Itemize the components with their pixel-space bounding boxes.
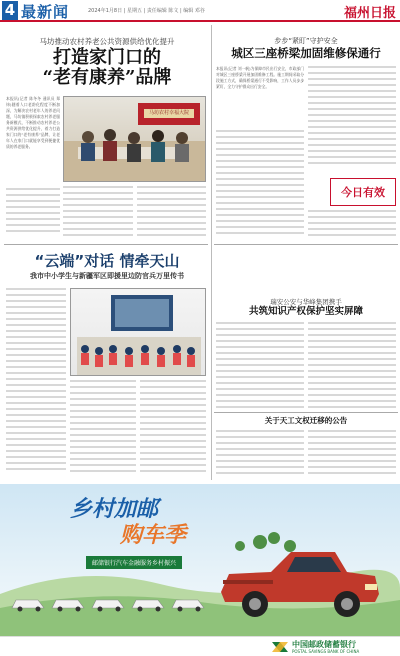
bank-name-en: POSTAL SAVINGS BANK OF CHINA: [292, 649, 360, 654]
right-divider: [214, 244, 398, 245]
middle-right-kicker: 瑞安公安与华峰集团携手: [270, 298, 342, 306]
middle-left-body-col2: [70, 380, 136, 476]
video-call-classroom-scene: [71, 289, 206, 376]
notice-body-col2: [308, 430, 396, 476]
right-article-body-col3: [308, 210, 396, 240]
right-article-body-col1: [216, 130, 304, 240]
small-car-row: [8, 592, 208, 614]
left-article-body-col2: [63, 186, 133, 240]
bank-name: 中国邮政储蓄银行: [292, 640, 356, 649]
bank-logo-icon: [272, 640, 288, 654]
right-article-headline: 城区三座桥梁加固维修保通行: [231, 46, 381, 60]
middle-right-body-col1: [216, 322, 304, 410]
left-article-headline-1: 打造家门口的: [53, 47, 161, 68]
left-article-lead: 本报讯(记者 陈冬冬 通讯员 郑炜)随着人口老龄化程度不断加深，为解决农村老年人的养老问题，马坊镇积极探索农村养老服务新模式，不断推动农村养老公共资源供给优化提升，着力打造家门口的“老有康养”品牌，让老年人在家门口就能享受到便捷优质的养老服务。: [6, 96, 60, 149]
pickup-truck-image: [215, 536, 385, 626]
masthead: [0, 0, 400, 22]
right-article-lead: 本报讯(记者 刘一帆)为保障市民出行安全，市政部门对城区三座桥梁开展加固维修工程。施工期间采取分段施工方式，确保桥梁通行不受影响，工作人员步步紧盯，全力守护群众出行安全。: [216, 66, 304, 89]
paper-name: 福州日报: [343, 6, 396, 21]
left-article-kicker: 马坊推动农村养老公共资源供给优化提升: [39, 37, 175, 46]
banner-title-1: 乡村加邮: [70, 497, 159, 522]
section-title: 最新闻: [21, 3, 70, 21]
stamp-box: [330, 178, 396, 206]
middle-left-headline: “云端”对话 情牵天山: [34, 252, 180, 270]
notice-headline: 关于天工文权迁移的公告: [264, 416, 348, 425]
bank-footer: [0, 636, 400, 656]
page-number: 4: [2, 1, 18, 20]
banner-title-2: 购车季: [120, 523, 187, 548]
left-article-body-col3: [137, 186, 206, 240]
middle-left-body-col1: [6, 288, 66, 476]
left-article-body-col1: [6, 188, 60, 240]
stamp-text: 今日有效: [341, 186, 385, 199]
column-divider: [211, 25, 212, 480]
classroom-photo: [70, 288, 206, 376]
banner-tagline: 邮储银行汽车金融服务乡村振兴: [86, 556, 182, 569]
notice-divider: [214, 412, 398, 413]
middle-right-body-col2: [308, 322, 396, 410]
photo-sign-text: 马坊农村幸福大院: [148, 110, 189, 116]
right-article-kicker: 步步“紧盯”守护安全: [274, 37, 338, 45]
left-article-photo: [63, 96, 206, 182]
masthead-meta: 2024年1月8日 | 星期五 | 责任编辑 陈文 | 编辑 邓谷: [88, 8, 205, 14]
middle-left-body-col3: [140, 380, 206, 476]
left-divider: [4, 244, 208, 245]
middle-left-subheadline: 我市中小学生与新疆军区即援里边防官兵万里传书: [30, 272, 184, 280]
ad-banner[interactable]: [0, 484, 400, 656]
middle-right-headline: 共筑知识产权保护坚实屏障: [248, 306, 363, 317]
left-article-headline-2: “老有康养”品牌: [42, 67, 172, 88]
right-article-body-col2: [308, 66, 396, 172]
notice-body-col1: [216, 430, 304, 476]
